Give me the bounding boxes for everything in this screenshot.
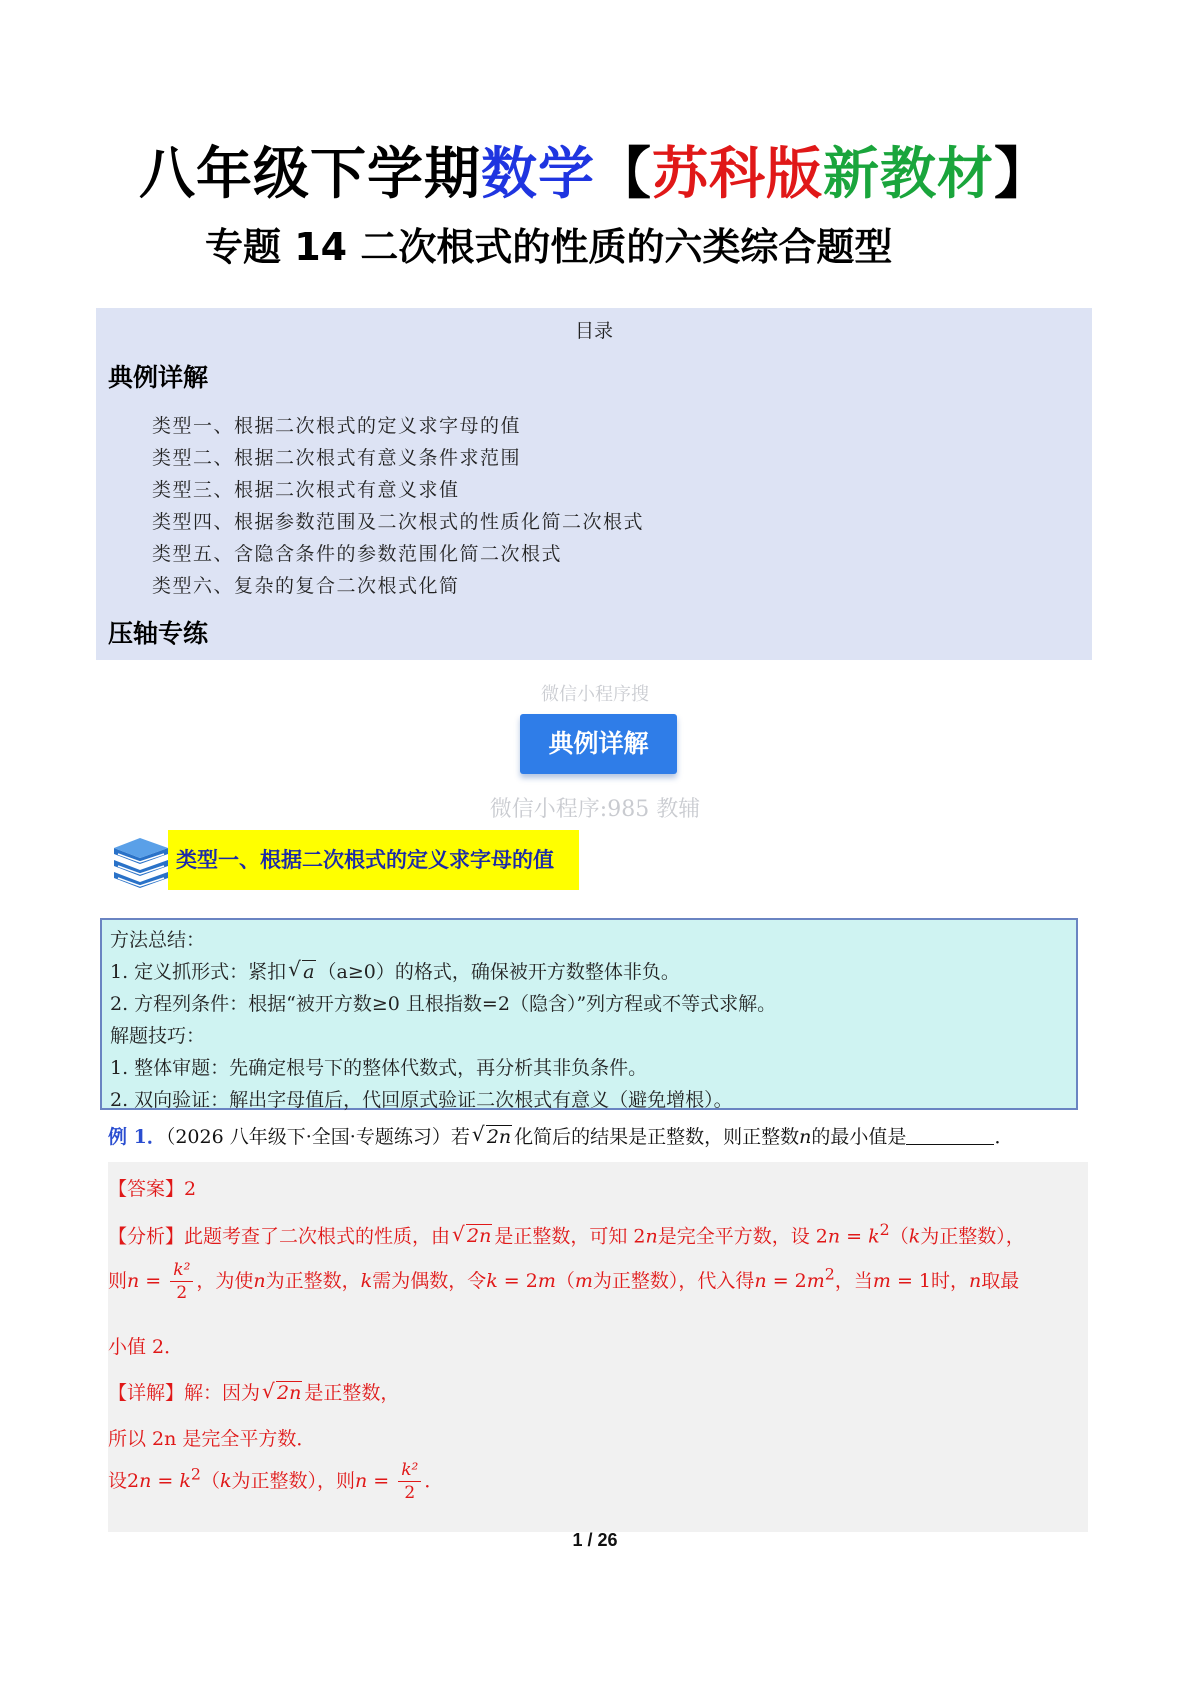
- detail-l7-c: 为正整数），则: [231, 1470, 355, 1492]
- analysis-line-3: 小值 2．: [108, 1336, 184, 1358]
- analysis-var-n1: n: [645, 1225, 658, 1248]
- detail-text-b: 是正整数，: [304, 1382, 400, 1404]
- analysis-l3-f: 为正整数），代入得: [592, 1270, 755, 1292]
- toc-item-type6[interactable]: 类型六、复杂的复合二次根式化简: [152, 575, 460, 597]
- detail-l7-a: 设: [108, 1470, 128, 1492]
- example-radicand: 2n: [486, 1126, 512, 1148]
- toc-item-type4[interactable]: 类型四、根据参数范围及二次根式的性质化简二次根式: [152, 511, 645, 533]
- title-grade: 八年级下学期: [139, 142, 481, 207]
- analysis-text-b: 是正整数，可知 2: [494, 1225, 646, 1248]
- sqrt-2n-analysis: [452, 1225, 492, 1247]
- analysis-l3-h: 时，: [931, 1270, 970, 1292]
- example-1-question: [108, 1120, 1088, 1154]
- document-title: [0, 140, 1190, 210]
- example-text-c: 的最小值是: [811, 1126, 907, 1148]
- fraction-k2-over-2-detail: [398, 1462, 421, 1502]
- toc-section-examples[interactable]: 典例详解: [108, 363, 209, 392]
- title-subject: 数学: [481, 142, 595, 207]
- example-text-a: （2026 八年级下·全国·专题练习）若: [165, 1126, 470, 1148]
- analysis-l3-c: 为正整数，: [265, 1270, 361, 1292]
- watermark-top: 微信小程序搜: [541, 684, 649, 705]
- analysis-line-2: 则n = $\frac{\text{k²}}{2}$ ，为使n为正整数，k需为偶数，令k = 2m（m为正整数），代入得$n = 2m^2$，当m = 1时，n取最: [108, 1260, 1020, 1303]
- watermark-bottom: 微信小程序:985 教辅: [489, 797, 701, 822]
- section-badge-label: 典例详解: [548, 729, 649, 758]
- tip-line-1: 1. 整体审题：先确定根号下的整体代数式，再分析其非负条件。: [110, 1057, 648, 1079]
- analysis-text-c: 是完全平方数，设 2: [657, 1225, 828, 1248]
- analysis-radicand: 2n: [467, 1225, 492, 1248]
- sqrt-a-radicand: a: [303, 961, 315, 983]
- fraction-numerator-detail: k²: [398, 1462, 421, 1482]
- answer-blank[interactable]: [906, 1122, 994, 1145]
- analysis-l3-i: 取最: [981, 1270, 1020, 1292]
- toc-heading: 目录: [574, 320, 613, 342]
- analysis-text-a: 【分析】此题考查了二次根式的性质，由: [108, 1225, 451, 1248]
- analysis-l3-g: ，当: [834, 1270, 873, 1292]
- analysis-text-d: （: [889, 1225, 909, 1248]
- tip-line-2: 2. 双向验证：解出字母值后，代回原式验证二次根式有意义（避免增根）。: [110, 1089, 733, 1111]
- type1-heading: [110, 830, 710, 890]
- analysis-text-e: 为正整数），: [920, 1225, 1025, 1248]
- method-title: 方法总结：: [110, 929, 206, 951]
- detail-line-1: [108, 1378, 399, 1405]
- document-subtitle: 专题 14 二次根式的性质的六类综合题型: [205, 225, 893, 269]
- method-line-1-text-a: 1. 定义抓形式：紧扣: [110, 961, 287, 983]
- section-badge: [520, 714, 677, 774]
- example-var-n: n: [799, 1126, 812, 1148]
- analysis-l3-d: 需为偶数，令: [372, 1270, 487, 1292]
- table-of-contents: [96, 308, 1092, 660]
- method-summary-box: [100, 918, 1078, 1110]
- answer-box: [108, 1162, 1088, 1532]
- sqrt-a-symbol: [288, 956, 315, 988]
- toc-section-challenge[interactable]: 压轴专练: [108, 619, 209, 648]
- title-edition: 苏科版: [652, 142, 823, 207]
- example-end: ．: [994, 1126, 1014, 1148]
- books-stack-icon: [110, 832, 172, 888]
- detail-radicand: 2n: [277, 1382, 302, 1404]
- type1-label: 类型一、根据二次根式的定义求字母的值: [168, 830, 579, 890]
- fraction-denominator-detail: 2: [404, 1483, 416, 1503]
- method-line-1: [110, 956, 1068, 988]
- analysis-var-k2: k: [908, 1225, 921, 1248]
- title-new-textbook: 新教材: [823, 142, 994, 207]
- sqrt-2n-detail: [262, 1382, 302, 1404]
- fraction-numerator: k²: [170, 1262, 193, 1282]
- analysis-l3-a: 则: [108, 1270, 128, 1292]
- section-badge-area: [0, 680, 1190, 830]
- toc-item-type3[interactable]: 类型三、根据二次根式有意义求值: [152, 479, 460, 501]
- example-text-b: 化简后的结果是正整数，则正整数: [514, 1126, 800, 1148]
- fraction-k2-over-2: [170, 1262, 193, 1302]
- toc-item-type2[interactable]: 类型二、根据二次根式有意义条件求范围: [152, 447, 522, 469]
- title-bracket-close: 】: [994, 142, 1051, 207]
- example-label: 例 1．: [108, 1126, 166, 1148]
- page-number: 1 / 26: [572, 1530, 618, 1550]
- answer-line: 【答案】2: [108, 1178, 197, 1200]
- detail-line-3: 设$2n = k^2(k$为正整数），则n = $\frac{\text{k²}}{2}$ ．: [108, 1460, 444, 1503]
- title-bracket-open: 【: [595, 142, 652, 207]
- analysis-line-1: 【分析】此题考查了二次根式的性质，由√ 2n 是正整数，可知 2n是完全平方数，设 $2n = k^2(k$为正整数），: [108, 1220, 1025, 1248]
- detail-l7-end: ．: [424, 1470, 444, 1492]
- analysis-l3-b: ，为使: [196, 1270, 254, 1292]
- detail-text-a: 【详解】解：因为: [108, 1382, 261, 1404]
- analysis-eq1: n: [827, 1225, 841, 1248]
- detail-l7-b: （: [200, 1470, 220, 1492]
- method-line-1-text-b: （a≥0）的格式，确保被开方数整体非负。: [317, 961, 680, 983]
- tips-title: 解题技巧：: [110, 1025, 206, 1047]
- method-line-2: 2. 方程列条件：根据“被开方数≥0 且根指数=2（隐含）”列方程或不等式求解。: [110, 993, 777, 1015]
- analysis-var-k1: k: [868, 1225, 880, 1248]
- sqrt-2n-symbol: [472, 1120, 512, 1154]
- analysis-l3-e: （: [555, 1270, 575, 1292]
- fraction-denominator: 2: [176, 1283, 188, 1303]
- toc-item-type5[interactable]: 类型五、含隐含条件的参数范围化简二次根式: [152, 543, 563, 565]
- detail-line-2: 所以 2n 是完全平方数．: [108, 1428, 316, 1450]
- toc-item-type1[interactable]: 类型一、根据二次根式的定义求字母的值: [152, 415, 522, 437]
